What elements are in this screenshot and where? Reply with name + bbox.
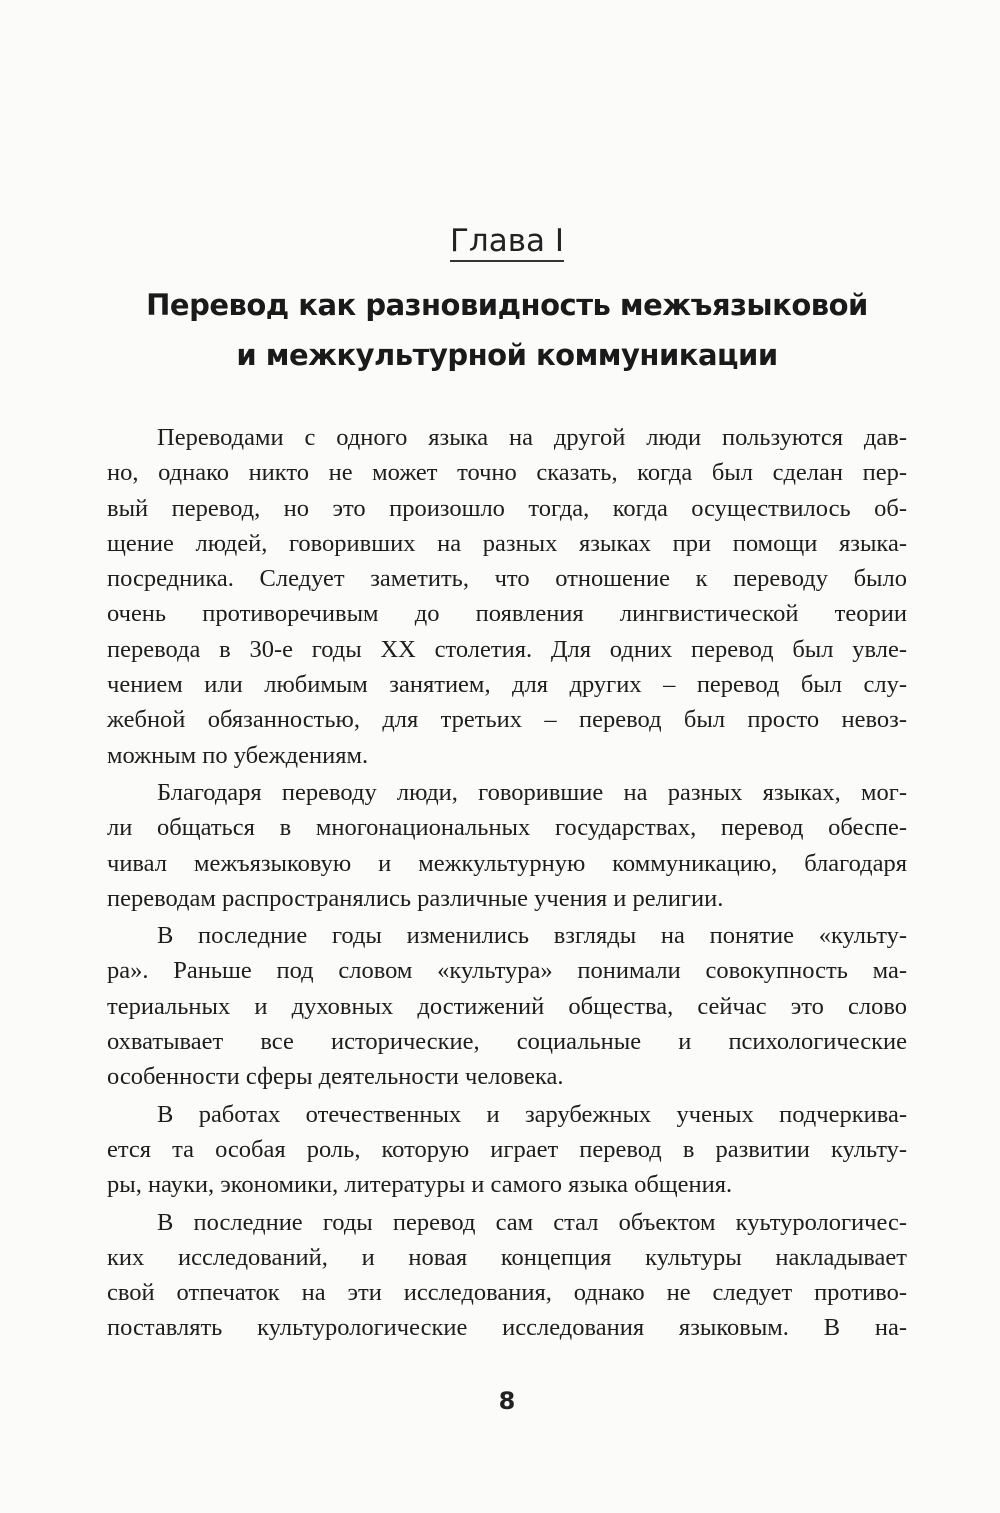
text-line: посредника. Следует заметить, что отношение к переводу было: [107, 565, 907, 593]
text-line: ется та особая роль, которую играет перевод в развитии культу-: [107, 1135, 907, 1163]
text-line: особенности сферы деятельности человека.: [107, 1063, 564, 1091]
text-line: очень противоречивым до появления лингвистической теории: [107, 600, 907, 628]
chapter-title-line-1: Перевод как разновидность межъязыковой: [146, 288, 868, 322]
text-line: чивал межъязыковую и межкультурную коммуникацию, благодаря: [107, 849, 907, 877]
paragraph-4: [107, 1097, 907, 1203]
text-line: В последние годы изменились взгляды на понятие «культу-: [157, 922, 907, 950]
paragraph-3: [107, 918, 907, 1094]
text-line: жебной обязанностью, для третьих – перевод был просто невоз-: [107, 706, 907, 734]
paragraph-2: [107, 775, 907, 916]
text-line: ра». Раньше под словом «культура» понимали совокупность ма-: [107, 957, 907, 985]
text-line: свой отпечаток на эти исследования, однако не следует противо-: [107, 1279, 907, 1307]
paragraph-5: [107, 1205, 907, 1346]
text-line: перевода в 30-е годы XX столетия. Для одних перевод был увле-: [107, 635, 907, 663]
text-line: В работах отечественных и зарубежных ученых подчеркива-: [157, 1100, 907, 1128]
page-number: 8: [498, 1387, 516, 1415]
text-line: поставлять культурологические исследования языковым. В на-: [107, 1314, 907, 1342]
text-line: Благодаря переводу люди, говорившие на разных языках, мог-: [157, 778, 907, 806]
text-line: ли общаться в многонациональных государствах, перевод обеспе-: [107, 814, 907, 842]
chapter-label: Глава I: [450, 223, 564, 262]
body-text: [107, 420, 907, 1346]
text-line: но, однако никто не может точно сказать, когда был сделан пер-: [107, 459, 907, 487]
chapter-heading: [0, 222, 1000, 260]
paragraph-1: [107, 420, 907, 773]
text-line: чением или любимым занятием, для других – перевод был слу-: [107, 671, 907, 699]
text-line: переводам распространялись различные учения и религии.: [107, 884, 724, 912]
text-line: В последние годы перевод сам стал объектом куьтурологичес-: [157, 1208, 907, 1236]
chapter-title-line-2: и межкультурной коммуникации: [236, 338, 778, 372]
text-line: вый перевод, но это произошло тогда, когда осуществилось об-: [107, 494, 907, 522]
text-line: Переводами с одного языка на другой люди пользуются дав-: [157, 424, 907, 451]
text-line: териальных и духовных достижений общества, сейчас это слово: [107, 992, 907, 1020]
text-line: ры, науки, экономики, литературы и самого языка общения.: [107, 1171, 733, 1199]
text-line: охватывает все исторические, социальные и психологические: [107, 1028, 907, 1056]
text-line: щение людей, говоривших на разных языках при помощи языка-: [107, 529, 907, 557]
text-line: можным по убеждениям.: [107, 741, 369, 769]
text-line: ких исследований, и новая концепция культуры накладывает: [107, 1243, 907, 1271]
chapter-title: [0, 280, 1000, 380]
